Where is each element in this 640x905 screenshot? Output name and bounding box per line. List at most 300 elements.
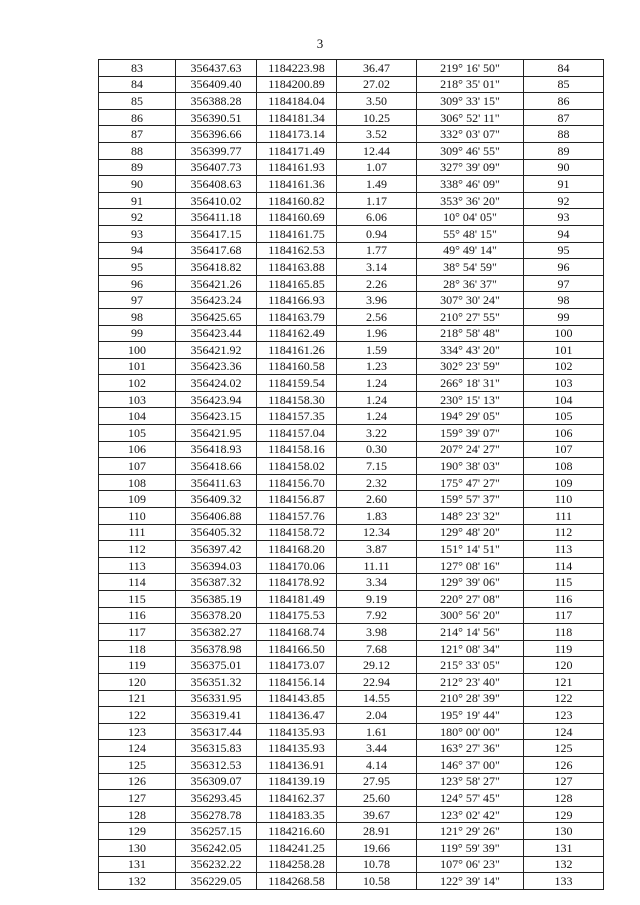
y-coordinate-cell: 1184181.49 bbox=[257, 591, 337, 608]
distance-cell: 3.96 bbox=[337, 292, 417, 309]
table-row bbox=[99, 723, 604, 740]
next-point-cell: 131 bbox=[524, 839, 604, 856]
table-row bbox=[99, 756, 604, 773]
point-number-cell: 87 bbox=[99, 126, 176, 143]
next-point-cell: 132 bbox=[524, 856, 604, 873]
point-number-cell: 92 bbox=[99, 209, 176, 226]
point-number-cell: 90 bbox=[99, 176, 176, 193]
y-coordinate-cell: 1184158.02 bbox=[257, 458, 337, 475]
y-coordinate-cell: 1184162.49 bbox=[257, 325, 337, 342]
next-point-cell: 95 bbox=[524, 242, 604, 259]
table-row bbox=[99, 126, 604, 143]
table-row bbox=[99, 524, 604, 541]
bearing-cell: 151° 14' 51" bbox=[417, 541, 524, 558]
y-coordinate-cell: 1184162.37 bbox=[257, 790, 337, 807]
table-row bbox=[99, 690, 604, 707]
y-coordinate-cell: 1184163.88 bbox=[257, 259, 337, 276]
distance-cell: 10.78 bbox=[337, 856, 417, 873]
table-row bbox=[99, 640, 604, 657]
bearing-cell: 302° 23' 59" bbox=[417, 358, 524, 375]
bearing-cell: 28° 36' 37" bbox=[417, 275, 524, 292]
point-number-cell: 123 bbox=[99, 723, 176, 740]
table-row bbox=[99, 375, 604, 392]
table-row bbox=[99, 358, 604, 375]
table-row bbox=[99, 342, 604, 359]
bearing-cell: 353° 36' 20" bbox=[417, 192, 524, 209]
y-coordinate-cell: 1184223.98 bbox=[257, 60, 337, 77]
next-point-cell: 102 bbox=[524, 358, 604, 375]
table-row bbox=[99, 823, 604, 840]
x-coordinate-cell: 356424.02 bbox=[176, 375, 257, 392]
distance-cell: 10.25 bbox=[337, 109, 417, 126]
bearing-cell: 210° 27' 55" bbox=[417, 308, 524, 325]
next-point-cell: 91 bbox=[524, 176, 604, 193]
distance-cell: 7.68 bbox=[337, 640, 417, 657]
bearing-cell: 124° 57' 45" bbox=[417, 790, 524, 807]
table-row bbox=[99, 673, 604, 690]
next-point-cell: 97 bbox=[524, 275, 604, 292]
y-coordinate-cell: 1184157.76 bbox=[257, 508, 337, 525]
point-number-cell: 125 bbox=[99, 756, 176, 773]
x-coordinate-cell: 356315.83 bbox=[176, 740, 257, 757]
table-row bbox=[99, 192, 604, 209]
distance-cell: 25.60 bbox=[337, 790, 417, 807]
y-coordinate-cell: 1184181.34 bbox=[257, 109, 337, 126]
distance-cell: 4.14 bbox=[337, 756, 417, 773]
table-row bbox=[99, 790, 604, 807]
y-coordinate-cell: 1184156.14 bbox=[257, 673, 337, 690]
x-coordinate-cell: 356421.92 bbox=[176, 342, 257, 359]
x-coordinate-cell: 356399.77 bbox=[176, 142, 257, 159]
y-coordinate-cell: 1184161.93 bbox=[257, 159, 337, 176]
bearing-cell: 210° 28' 39" bbox=[417, 690, 524, 707]
next-point-cell: 101 bbox=[524, 342, 604, 359]
point-number-cell: 83 bbox=[99, 60, 176, 77]
y-coordinate-cell: 1184178.92 bbox=[257, 574, 337, 591]
bearing-cell: 306° 52' 11" bbox=[417, 109, 524, 126]
bearing-cell: 307° 30' 24" bbox=[417, 292, 524, 309]
next-point-cell: 123 bbox=[524, 707, 604, 724]
distance-cell: 3.52 bbox=[337, 126, 417, 143]
next-point-cell: 133 bbox=[524, 873, 604, 890]
page-number: 3 bbox=[316, 36, 324, 51]
table-row bbox=[99, 557, 604, 574]
x-coordinate-cell: 356408.63 bbox=[176, 176, 257, 193]
point-number-cell: 118 bbox=[99, 640, 176, 657]
y-coordinate-cell: 1184161.26 bbox=[257, 342, 337, 359]
bearing-cell: 38° 54' 59" bbox=[417, 259, 524, 276]
point-number-cell: 107 bbox=[99, 458, 176, 475]
distance-cell: 2.04 bbox=[337, 707, 417, 724]
distance-cell: 1.17 bbox=[337, 192, 417, 209]
distance-cell: 10.58 bbox=[337, 873, 417, 890]
bearing-cell: 266° 18' 31" bbox=[417, 375, 524, 392]
point-number-cell: 85 bbox=[99, 93, 176, 110]
table-row bbox=[99, 773, 604, 790]
point-number-cell: 122 bbox=[99, 707, 176, 724]
table-row bbox=[99, 325, 604, 342]
x-coordinate-cell: 356405.32 bbox=[176, 524, 257, 541]
y-coordinate-cell: 1184170.06 bbox=[257, 557, 337, 574]
x-coordinate-cell: 356382.27 bbox=[176, 624, 257, 641]
x-coordinate-cell: 356388.28 bbox=[176, 93, 257, 110]
x-coordinate-cell: 356423.15 bbox=[176, 408, 257, 425]
point-number-cell: 124 bbox=[99, 740, 176, 757]
distance-cell: 0.94 bbox=[337, 225, 417, 242]
point-number-cell: 98 bbox=[99, 308, 176, 325]
distance-cell: 1.24 bbox=[337, 375, 417, 392]
next-point-cell: 86 bbox=[524, 93, 604, 110]
point-number-cell: 84 bbox=[99, 76, 176, 93]
point-number-cell: 116 bbox=[99, 607, 176, 624]
table-row bbox=[99, 839, 604, 856]
bearing-cell: 207° 24' 27" bbox=[417, 441, 524, 458]
table-row bbox=[99, 491, 604, 508]
next-point-cell: 98 bbox=[524, 292, 604, 309]
bearing-cell: 309° 33' 15" bbox=[417, 93, 524, 110]
distance-cell: 14.55 bbox=[337, 690, 417, 707]
next-point-cell: 130 bbox=[524, 823, 604, 840]
bearing-cell: 218° 35' 01" bbox=[417, 76, 524, 93]
y-coordinate-cell: 1184160.82 bbox=[257, 192, 337, 209]
table-row bbox=[99, 225, 604, 242]
table-row bbox=[99, 242, 604, 259]
bearing-cell: 122° 39' 14" bbox=[417, 873, 524, 890]
distance-cell: 3.44 bbox=[337, 740, 417, 757]
y-coordinate-cell: 1184268.58 bbox=[257, 873, 337, 890]
distance-cell: 2.60 bbox=[337, 491, 417, 508]
bearing-cell: 332° 03' 07" bbox=[417, 126, 524, 143]
y-coordinate-cell: 1184160.58 bbox=[257, 358, 337, 375]
y-coordinate-cell: 1184171.49 bbox=[257, 142, 337, 159]
next-point-cell: 89 bbox=[524, 142, 604, 159]
next-point-cell: 84 bbox=[524, 60, 604, 77]
distance-cell: 29.12 bbox=[337, 657, 417, 674]
table-row bbox=[99, 541, 604, 558]
next-point-cell: 104 bbox=[524, 391, 604, 408]
distance-cell: 39.67 bbox=[337, 806, 417, 823]
table-row bbox=[99, 873, 604, 890]
x-coordinate-cell: 356351.32 bbox=[176, 673, 257, 690]
y-coordinate-cell: 1184158.30 bbox=[257, 391, 337, 408]
point-number-cell: 111 bbox=[99, 524, 176, 541]
x-coordinate-cell: 356423.24 bbox=[176, 292, 257, 309]
distance-cell: 3.50 bbox=[337, 93, 417, 110]
y-coordinate-cell: 1184135.93 bbox=[257, 723, 337, 740]
next-point-cell: 105 bbox=[524, 408, 604, 425]
x-coordinate-cell: 356378.20 bbox=[176, 607, 257, 624]
y-coordinate-cell: 1184183.35 bbox=[257, 806, 337, 823]
distance-cell: 3.14 bbox=[337, 259, 417, 276]
x-coordinate-cell: 356409.32 bbox=[176, 491, 257, 508]
point-number-cell: 121 bbox=[99, 690, 176, 707]
next-point-cell: 128 bbox=[524, 790, 604, 807]
x-coordinate-cell: 356417.15 bbox=[176, 225, 257, 242]
bearing-cell: 215° 33' 05" bbox=[417, 657, 524, 674]
table-row bbox=[99, 259, 604, 276]
bearing-cell: 49° 49' 14" bbox=[417, 242, 524, 259]
bearing-cell: 219° 16' 50" bbox=[417, 60, 524, 77]
y-coordinate-cell: 1184200.89 bbox=[257, 76, 337, 93]
point-number-cell: 100 bbox=[99, 342, 176, 359]
x-coordinate-cell: 356331.95 bbox=[176, 690, 257, 707]
x-coordinate-cell: 356411.18 bbox=[176, 209, 257, 226]
table-row bbox=[99, 607, 604, 624]
point-number-cell: 95 bbox=[99, 259, 176, 276]
next-point-cell: 117 bbox=[524, 607, 604, 624]
x-coordinate-cell: 356375.01 bbox=[176, 657, 257, 674]
table-row bbox=[99, 60, 604, 77]
bearing-cell: 159° 39' 07" bbox=[417, 425, 524, 442]
table-row bbox=[99, 474, 604, 491]
coordinates-table-body bbox=[99, 60, 604, 890]
x-coordinate-cell: 356418.82 bbox=[176, 259, 257, 276]
distance-cell: 12.34 bbox=[337, 524, 417, 541]
x-coordinate-cell: 356411.63 bbox=[176, 474, 257, 491]
x-coordinate-cell: 356278.78 bbox=[176, 806, 257, 823]
bearing-cell: 334° 43' 20" bbox=[417, 342, 524, 359]
point-number-cell: 106 bbox=[99, 441, 176, 458]
next-point-cell: 127 bbox=[524, 773, 604, 790]
x-coordinate-cell: 356317.44 bbox=[176, 723, 257, 740]
next-point-cell: 112 bbox=[524, 524, 604, 541]
point-number-cell: 127 bbox=[99, 790, 176, 807]
table-row bbox=[99, 275, 604, 292]
distance-cell: 1.96 bbox=[337, 325, 417, 342]
table-row bbox=[99, 176, 604, 193]
x-coordinate-cell: 356417.68 bbox=[176, 242, 257, 259]
distance-cell: 11.11 bbox=[337, 557, 417, 574]
y-coordinate-cell: 1184258.28 bbox=[257, 856, 337, 873]
bearing-cell: 230° 15' 13" bbox=[417, 391, 524, 408]
next-point-cell: 109 bbox=[524, 474, 604, 491]
next-point-cell: 103 bbox=[524, 375, 604, 392]
y-coordinate-cell: 1184158.16 bbox=[257, 441, 337, 458]
table-row bbox=[99, 209, 604, 226]
bearing-cell: 10° 04' 05" bbox=[417, 209, 524, 226]
point-number-cell: 113 bbox=[99, 557, 176, 574]
table-row bbox=[99, 441, 604, 458]
y-coordinate-cell: 1184156.70 bbox=[257, 474, 337, 491]
y-coordinate-cell: 1184184.04 bbox=[257, 93, 337, 110]
x-coordinate-cell: 356229.05 bbox=[176, 873, 257, 890]
distance-cell: 2.56 bbox=[337, 308, 417, 325]
x-coordinate-cell: 356437.63 bbox=[176, 60, 257, 77]
bearing-cell: 214° 14' 56" bbox=[417, 624, 524, 641]
x-coordinate-cell: 356418.66 bbox=[176, 458, 257, 475]
x-coordinate-cell: 356378.98 bbox=[176, 640, 257, 657]
point-number-cell: 115 bbox=[99, 591, 176, 608]
table-row bbox=[99, 740, 604, 757]
next-point-cell: 115 bbox=[524, 574, 604, 591]
y-coordinate-cell: 1184165.85 bbox=[257, 275, 337, 292]
x-coordinate-cell: 356423.94 bbox=[176, 391, 257, 408]
x-coordinate-cell: 356425.65 bbox=[176, 308, 257, 325]
table-row bbox=[99, 458, 604, 475]
point-number-cell: 128 bbox=[99, 806, 176, 823]
next-point-cell: 126 bbox=[524, 756, 604, 773]
distance-cell: 1.24 bbox=[337, 408, 417, 425]
x-coordinate-cell: 356257.15 bbox=[176, 823, 257, 840]
table-row bbox=[99, 408, 604, 425]
coordinates-table bbox=[98, 59, 604, 890]
distance-cell: 1.24 bbox=[337, 391, 417, 408]
point-number-cell: 105 bbox=[99, 425, 176, 442]
point-number-cell: 104 bbox=[99, 408, 176, 425]
bearing-cell: 121° 29' 26" bbox=[417, 823, 524, 840]
bearing-cell: 148° 23' 32" bbox=[417, 508, 524, 525]
bearing-cell: 338° 46' 09" bbox=[417, 176, 524, 193]
x-coordinate-cell: 356406.88 bbox=[176, 508, 257, 525]
table-row bbox=[99, 76, 604, 93]
y-coordinate-cell: 1184175.53 bbox=[257, 607, 337, 624]
point-number-cell: 120 bbox=[99, 673, 176, 690]
distance-cell: 1.23 bbox=[337, 358, 417, 375]
next-point-cell: 121 bbox=[524, 673, 604, 690]
y-coordinate-cell: 1184241.25 bbox=[257, 839, 337, 856]
point-number-cell: 94 bbox=[99, 242, 176, 259]
x-coordinate-cell: 356293.45 bbox=[176, 790, 257, 807]
distance-cell: 3.98 bbox=[337, 624, 417, 641]
x-coordinate-cell: 356409.40 bbox=[176, 76, 257, 93]
x-coordinate-cell: 356387.32 bbox=[176, 574, 257, 591]
distance-cell: 2.26 bbox=[337, 275, 417, 292]
bearing-cell: 163° 27' 36" bbox=[417, 740, 524, 757]
point-number-cell: 88 bbox=[99, 142, 176, 159]
distance-cell: 1.61 bbox=[337, 723, 417, 740]
next-point-cell: 120 bbox=[524, 657, 604, 674]
bearing-cell: 119° 59' 39" bbox=[417, 839, 524, 856]
distance-cell: 36.47 bbox=[337, 60, 417, 77]
point-number-cell: 108 bbox=[99, 474, 176, 491]
distance-cell: 7.92 bbox=[337, 607, 417, 624]
point-number-cell: 110 bbox=[99, 508, 176, 525]
next-point-cell: 129 bbox=[524, 806, 604, 823]
y-coordinate-cell: 1184135.93 bbox=[257, 740, 337, 757]
next-point-cell: 92 bbox=[524, 192, 604, 209]
distance-cell: 3.22 bbox=[337, 425, 417, 442]
distance-cell: 7.15 bbox=[337, 458, 417, 475]
x-coordinate-cell: 356410.02 bbox=[176, 192, 257, 209]
next-point-cell: 118 bbox=[524, 624, 604, 641]
x-coordinate-cell: 356385.19 bbox=[176, 591, 257, 608]
y-coordinate-cell: 1184162.53 bbox=[257, 242, 337, 259]
y-coordinate-cell: 1184173.07 bbox=[257, 657, 337, 674]
y-coordinate-cell: 1184157.04 bbox=[257, 425, 337, 442]
distance-cell: 27.95 bbox=[337, 773, 417, 790]
y-coordinate-cell: 1184159.54 bbox=[257, 375, 337, 392]
next-point-cell: 116 bbox=[524, 591, 604, 608]
point-number-cell: 103 bbox=[99, 391, 176, 408]
table-row bbox=[99, 806, 604, 823]
y-coordinate-cell: 1184168.20 bbox=[257, 541, 337, 558]
distance-cell: 1.83 bbox=[337, 508, 417, 525]
distance-cell: 1.59 bbox=[337, 342, 417, 359]
next-point-cell: 107 bbox=[524, 441, 604, 458]
next-point-cell: 96 bbox=[524, 259, 604, 276]
x-coordinate-cell: 356232.22 bbox=[176, 856, 257, 873]
distance-cell: 3.87 bbox=[337, 541, 417, 558]
table-row bbox=[99, 707, 604, 724]
bearing-cell: 121° 08' 34" bbox=[417, 640, 524, 657]
bearing-cell: 123° 02' 42" bbox=[417, 806, 524, 823]
x-coordinate-cell: 356407.73 bbox=[176, 159, 257, 176]
y-coordinate-cell: 1184160.69 bbox=[257, 209, 337, 226]
bearing-cell: 327° 39' 09" bbox=[417, 159, 524, 176]
x-coordinate-cell: 356242.05 bbox=[176, 839, 257, 856]
point-number-cell: 130 bbox=[99, 839, 176, 856]
point-number-cell: 86 bbox=[99, 109, 176, 126]
bearing-cell: 159° 57' 37" bbox=[417, 491, 524, 508]
y-coordinate-cell: 1184168.74 bbox=[257, 624, 337, 641]
x-coordinate-cell: 356423.44 bbox=[176, 325, 257, 342]
next-point-cell: 119 bbox=[524, 640, 604, 657]
distance-cell: 6.06 bbox=[337, 209, 417, 226]
x-coordinate-cell: 356418.93 bbox=[176, 441, 257, 458]
table-row bbox=[99, 109, 604, 126]
bearing-cell: 107° 06' 23" bbox=[417, 856, 524, 873]
bearing-cell: 55° 48' 15" bbox=[417, 225, 524, 242]
distance-cell: 19.66 bbox=[337, 839, 417, 856]
point-number-cell: 129 bbox=[99, 823, 176, 840]
y-coordinate-cell: 1184166.93 bbox=[257, 292, 337, 309]
distance-cell: 12.44 bbox=[337, 142, 417, 159]
y-coordinate-cell: 1184173.14 bbox=[257, 126, 337, 143]
point-number-cell: 89 bbox=[99, 159, 176, 176]
x-coordinate-cell: 356394.03 bbox=[176, 557, 257, 574]
table-row bbox=[99, 93, 604, 110]
next-point-cell: 113 bbox=[524, 541, 604, 558]
table-row bbox=[99, 391, 604, 408]
distance-cell: 3.34 bbox=[337, 574, 417, 591]
table-row bbox=[99, 308, 604, 325]
distance-cell: 1.77 bbox=[337, 242, 417, 259]
y-coordinate-cell: 1184161.75 bbox=[257, 225, 337, 242]
bearing-cell: 129° 48' 20" bbox=[417, 524, 524, 541]
y-coordinate-cell: 1184156.87 bbox=[257, 491, 337, 508]
next-point-cell: 110 bbox=[524, 491, 604, 508]
bearing-cell: 175° 47' 27" bbox=[417, 474, 524, 491]
bearing-cell: 123° 58' 27" bbox=[417, 773, 524, 790]
y-coordinate-cell: 1184143.85 bbox=[257, 690, 337, 707]
distance-cell: 2.32 bbox=[337, 474, 417, 491]
y-coordinate-cell: 1184216.60 bbox=[257, 823, 337, 840]
next-point-cell: 106 bbox=[524, 425, 604, 442]
next-point-cell: 88 bbox=[524, 126, 604, 143]
point-number-cell: 102 bbox=[99, 375, 176, 392]
distance-cell: 9.19 bbox=[337, 591, 417, 608]
x-coordinate-cell: 356397.42 bbox=[176, 541, 257, 558]
next-point-cell: 108 bbox=[524, 458, 604, 475]
y-coordinate-cell: 1184157.35 bbox=[257, 408, 337, 425]
next-point-cell: 99 bbox=[524, 308, 604, 325]
point-number-cell: 109 bbox=[99, 491, 176, 508]
bearing-cell: 194° 29' 05" bbox=[417, 408, 524, 425]
distance-cell: 1.49 bbox=[337, 176, 417, 193]
x-coordinate-cell: 356396.66 bbox=[176, 126, 257, 143]
next-point-cell: 90 bbox=[524, 159, 604, 176]
bearing-cell: 127° 08' 16" bbox=[417, 557, 524, 574]
bearing-cell: 220° 27' 08" bbox=[417, 591, 524, 608]
y-coordinate-cell: 1184136.47 bbox=[257, 707, 337, 724]
point-number-cell: 117 bbox=[99, 624, 176, 641]
distance-cell: 1.07 bbox=[337, 159, 417, 176]
bearing-cell: 146° 37' 00" bbox=[417, 756, 524, 773]
x-coordinate-cell: 356390.51 bbox=[176, 109, 257, 126]
y-coordinate-cell: 1184161.36 bbox=[257, 176, 337, 193]
next-point-cell: 124 bbox=[524, 723, 604, 740]
distance-cell: 22.94 bbox=[337, 673, 417, 690]
